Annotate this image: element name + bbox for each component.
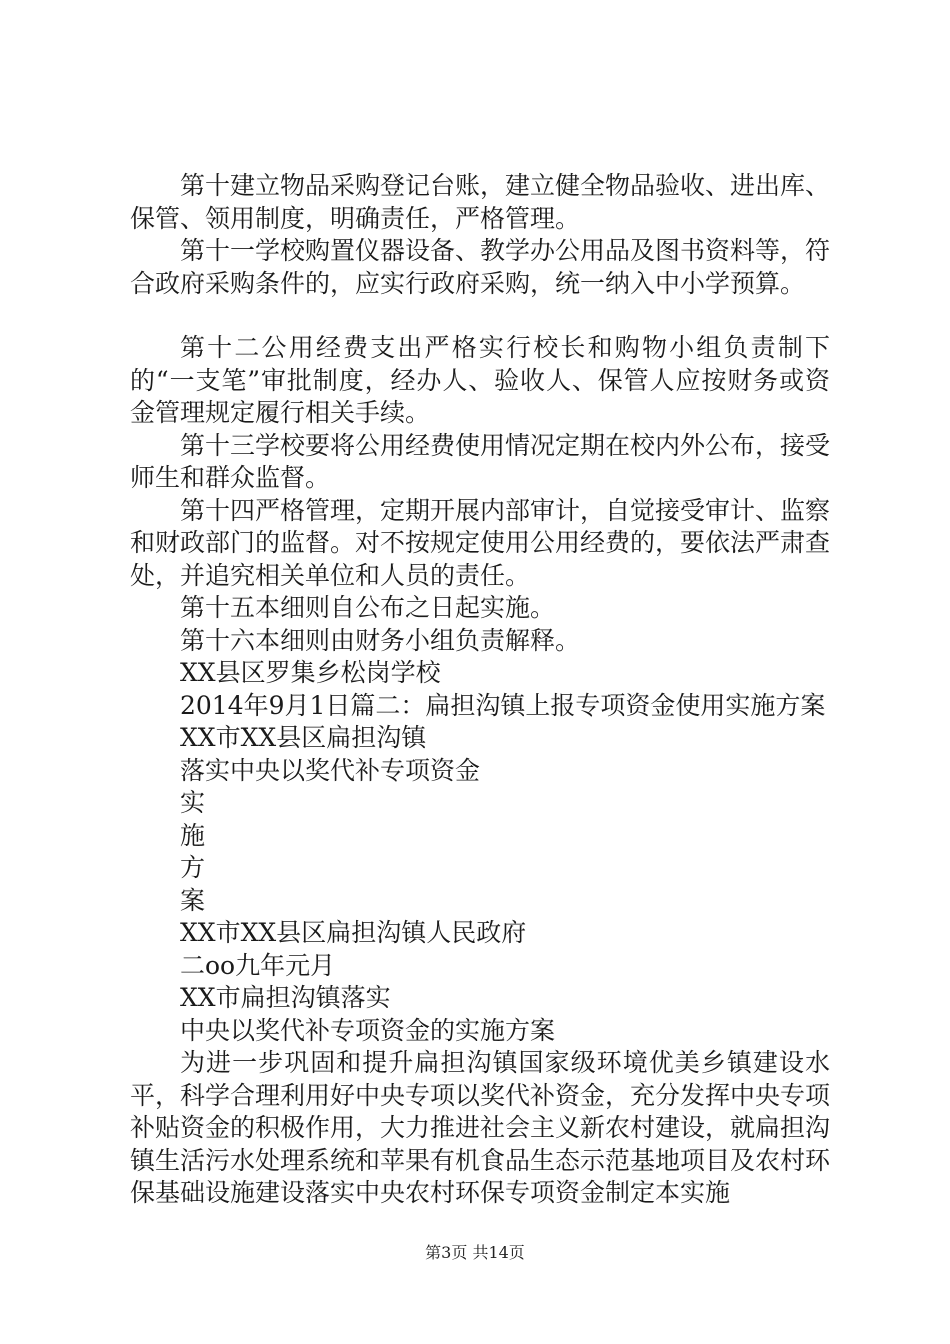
paragraph: 为进一步巩固和提升扁担沟镇国家级环境优美乡镇建设水平，科学合理利用好中央专项以奖代补资金，充分发挥中央专项补贴资金的积极作用，大力推进社会主义新农村建设，就扁担沟镇生活污水处理系统和苹果有机食品生态示范基地项目及农村环保基础设施建设落实中央农村环保专项资金制定本实施 xyxy=(130,1048,831,1207)
paragraph: 第十三学校要将公用经费使用情况定期在校内外公布，接受师生和群众监督。 xyxy=(130,430,831,492)
paragraph: 第十四严格管理，定期开展内部审计，自觉接受审计、监察和财政部门的监督。对不按规定使用公用经费的，要依法严肃查处，并追究相关单位和人员的责任。 xyxy=(130,495,831,590)
plan-heading-line2: 中央以奖代补专项资金的实施方案 xyxy=(180,1015,556,1045)
school-name: XX县区罗集乡松岗学校 xyxy=(180,658,441,687)
vertical-title-char: 案 xyxy=(180,885,206,915)
date-and-section-title: 2014年9月1日篇二：扁担沟镇上报专项资金使用实施方案 xyxy=(180,690,826,720)
issuing-authority: XX市XX县区扁担沟镇人民政府 xyxy=(180,918,527,947)
paragraph-gap xyxy=(130,300,830,332)
paragraph: 第十建立物品采购登记台账，建立健全物品验收、进出库、保管、领用制度，明确责任，严格管理。 xyxy=(130,171,831,233)
paragraph: 第十一学校购置仪器设备、教学办公用品及图书资料等，符合政府采购条件的，应实行政府采购，统一纳入中小学预算。 xyxy=(130,236,831,298)
vertical-title-char: 方 xyxy=(180,853,206,882)
page-footer: 第3页 共14页 xyxy=(425,1243,525,1262)
town-name: XX市XX县区扁担沟镇 xyxy=(180,723,427,752)
paragraph: 第十六本细则由财务小组负责解释。 xyxy=(180,625,581,655)
issue-date: 二oo九年元月 xyxy=(180,950,336,980)
paragraph: 第十二公用经费支出严格实行校长和购物小组负责制下的“一支笔”审批制度，经办人、验收人、保管人应按财务或资金管理规定履行相关手续。 xyxy=(130,333,830,427)
vertical-title-char: 施 xyxy=(180,820,206,850)
paragraph: 第十五本细则自公布之日起实施。 xyxy=(180,593,556,622)
vertical-title-char: 实 xyxy=(180,788,206,817)
plan-subject: 落实中央以奖代补专项资金 xyxy=(180,755,481,785)
plan-heading-line1: XX市扁担沟镇落实 xyxy=(180,983,391,1012)
document-body xyxy=(130,170,830,1210)
